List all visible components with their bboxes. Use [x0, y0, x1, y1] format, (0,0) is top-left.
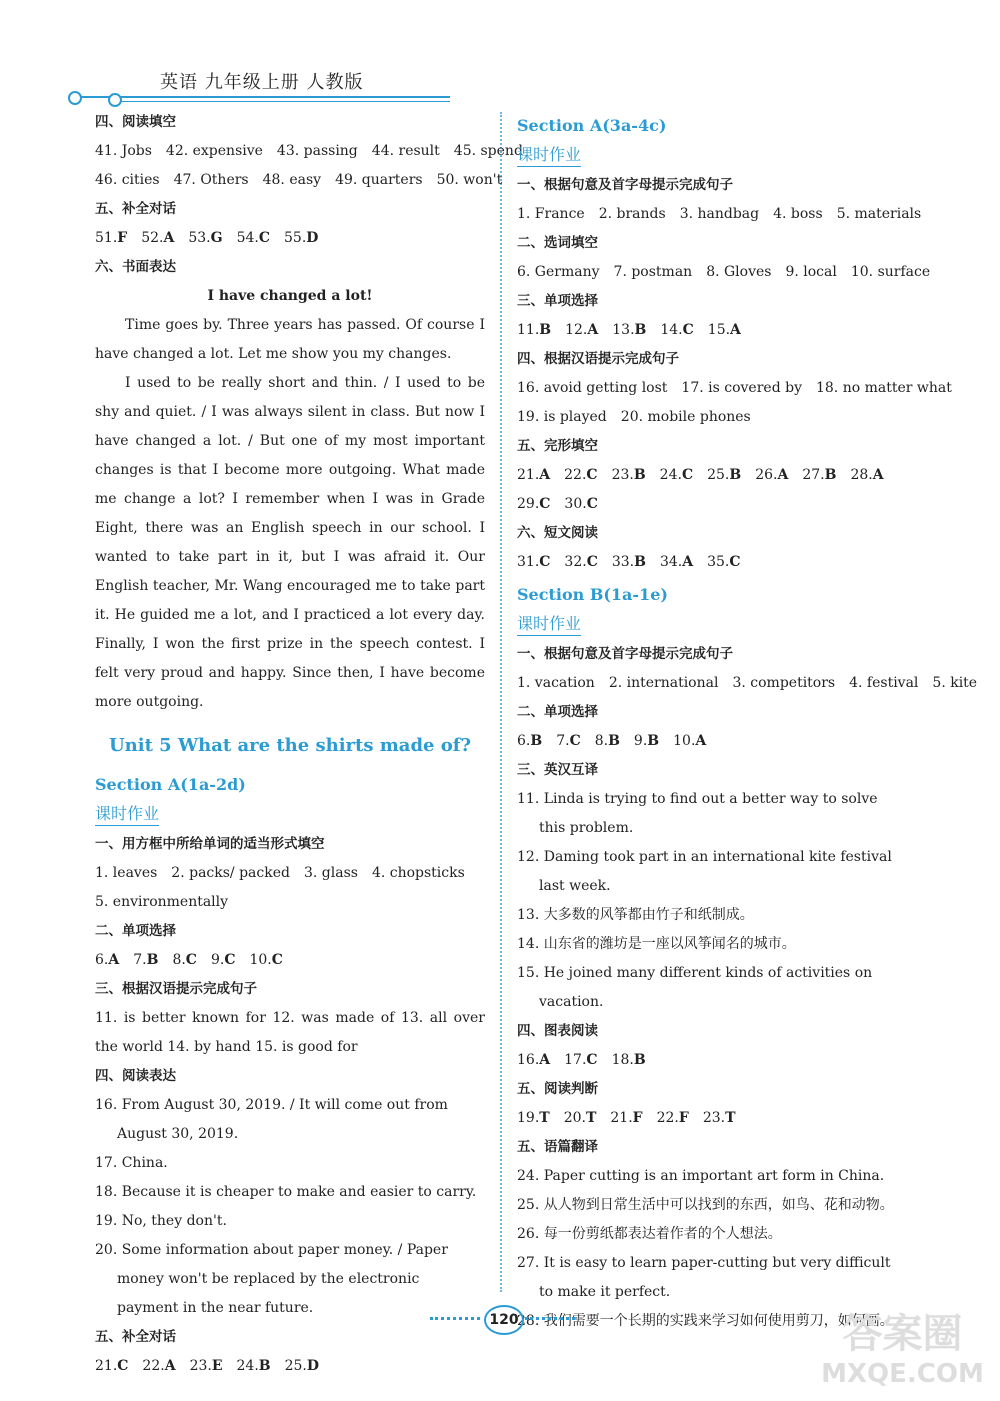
section-heading: 一、根据句意及首字母提示完成句子	[517, 646, 733, 662]
answer: 42. expensive	[165, 143, 263, 159]
page-number: 120	[484, 1305, 524, 1335]
answer-number: 55.	[284, 230, 307, 246]
answer-item: 15. He joined many different kinds of activities on vacation.	[517, 965, 873, 1010]
answer-choice: D	[306, 230, 319, 246]
answer-row	[517, 548, 907, 577]
answer	[612, 316, 646, 345]
answer-number: 22.	[656, 1110, 679, 1126]
answer-choice: B	[258, 1358, 271, 1374]
answer-number: 8.	[594, 733, 609, 749]
answer	[188, 224, 222, 253]
answer-item: 19. No, they don't.	[95, 1213, 227, 1229]
answer: 20. mobile phones	[620, 409, 751, 425]
section-heading: 四、根据汉语提示完成句子	[517, 351, 679, 367]
answer-number: 6.	[95, 952, 109, 968]
answer-choice: C	[569, 733, 581, 749]
answer	[707, 548, 740, 577]
answer-choice: B	[608, 733, 620, 749]
answer: 3. glass	[303, 865, 358, 881]
watermark	[815, 1302, 990, 1387]
answer-choice: A	[539, 467, 551, 483]
homework-label: 课时作业	[517, 144, 581, 167]
answer-number: 27.	[802, 467, 825, 483]
answer	[657, 1104, 689, 1133]
answer-number: 31.	[517, 554, 540, 570]
answer	[610, 1104, 642, 1133]
section-heading: 六、书面表达	[95, 259, 176, 275]
answer-number: 11.	[517, 322, 540, 338]
answer-choice: C	[729, 554, 741, 570]
answer-choice: B	[729, 467, 742, 483]
section-heading: 四、图表阅读	[517, 1023, 598, 1039]
answer: 18. no matter what	[815, 380, 952, 396]
answer-number: 15.	[707, 322, 731, 338]
answer	[211, 946, 236, 975]
answer-number: 51.	[95, 230, 118, 246]
section-heading: 二、单项选择	[95, 923, 176, 939]
answer-choice: C	[586, 467, 598, 483]
answer: 3. competitors	[732, 675, 836, 691]
answer	[564, 461, 597, 490]
answer: 46. cities	[95, 172, 160, 188]
answer	[755, 461, 788, 490]
answer-choice: C	[586, 496, 598, 512]
answer-choice: A	[682, 554, 694, 570]
answer-choice: C	[271, 952, 283, 968]
answer-row	[517, 403, 907, 432]
answer	[708, 316, 741, 345]
answer: 5. kite	[932, 675, 978, 691]
page-footer	[430, 1305, 575, 1333]
answer: 7. postman	[613, 264, 693, 280]
answer-number: 17.	[564, 1052, 587, 1068]
answer: 1. vacation	[517, 675, 595, 691]
answer-item: 11. Linda is trying to find out a better way to solve this problem.	[517, 791, 878, 836]
answer-number: 12.	[565, 322, 588, 338]
section-heading: 三、单项选择	[517, 293, 598, 309]
answer: 2. international	[608, 675, 719, 691]
answer	[517, 316, 551, 345]
answer	[612, 1046, 646, 1075]
answer-number: 10.	[673, 733, 696, 749]
header-rule	[70, 96, 450, 98]
watermark-url: MXQE.COM	[821, 1359, 984, 1389]
answer-number: 24.	[236, 1358, 259, 1374]
answer-choice: C	[586, 554, 598, 570]
answer-choice: E	[211, 1358, 223, 1374]
answer-choice: C	[258, 230, 271, 246]
answer: 47. Others	[173, 172, 249, 188]
answer-choice: A	[539, 1052, 551, 1068]
answer-choice: B	[634, 322, 647, 338]
answer-number: 33.	[611, 554, 635, 570]
answer-choice: C	[117, 1358, 129, 1374]
answer	[142, 1352, 175, 1381]
answer-number: 18.	[611, 1052, 634, 1068]
answer	[517, 1104, 550, 1133]
answer-row	[517, 727, 907, 756]
answer-choice: T	[585, 1110, 597, 1126]
answer: 5. materials	[836, 206, 922, 222]
answer-number: 26.	[755, 467, 778, 483]
answer-choice: A	[164, 1358, 176, 1374]
section-heading: 五、完形填空	[517, 438, 598, 454]
answer	[517, 727, 542, 756]
answer	[707, 461, 741, 490]
answer: 4. festival	[849, 675, 919, 691]
answer	[517, 1046, 550, 1075]
answer-number: 22.	[142, 1358, 165, 1374]
answer	[660, 548, 693, 577]
answer	[133, 946, 158, 975]
section-heading: 五、补全对话	[95, 1329, 176, 1345]
answer	[634, 727, 659, 756]
section-heading: 六、短文阅读	[517, 525, 598, 541]
answer-choice: B	[633, 1052, 646, 1068]
answer-choice: D	[306, 1358, 320, 1374]
answer-row	[517, 461, 907, 490]
answer-number: 23.	[189, 1358, 212, 1374]
answer-number: 6.	[517, 733, 531, 749]
answer: 2. brands	[598, 206, 666, 222]
answer-number: 16.	[517, 1052, 540, 1068]
answer-row	[95, 1352, 485, 1381]
answer	[284, 224, 318, 253]
answer	[564, 490, 597, 519]
answer-choice: B	[824, 467, 837, 483]
answer: 10. surface	[850, 264, 931, 280]
essay-paragraph: I used to be really short and thin. / I used to be shy and quiet. / I was always silent in class. But now I have changed a lot. / But one of my most important changes is that I become more outgoing. What made me change a lot? I remember when I was in Grade Eight, there was an English speech in our school. I wanted to take part in it, but I was afraid it. Our English teacher, Mr. Wang encouraged me to take part it. He guided me a lot, and I practiced a lot every day. Finally, I won the first prize in the speech contest. I felt very proud and happy. Since then, I have become more outgoing.	[95, 375, 485, 710]
answer-row	[517, 1104, 907, 1133]
section-heading: 三、英汉互译	[517, 762, 598, 778]
answer-item: 13. 大多数的风筝都由竹子和纸制成。	[517, 907, 754, 923]
homework-label: 课时作业	[95, 803, 159, 826]
answer-choice: B	[647, 733, 660, 749]
answer-number: 14.	[660, 322, 683, 338]
answer-choice: T	[539, 1110, 550, 1126]
answer	[172, 946, 197, 975]
answer-number: 25.	[284, 1358, 307, 1374]
answer-item: 27. It is easy to learn paper-cutting but very difficult to make it perfect.	[517, 1255, 891, 1300]
answer	[95, 224, 127, 253]
answer-item: 25. 从人物到日常生活中可以找到的东西，如鸟、花和动物。	[517, 1197, 894, 1213]
answer	[249, 946, 282, 975]
answer: 49. quarters	[335, 172, 423, 188]
section-title: Section B(1a-1e)	[517, 585, 668, 604]
answer-choice: A	[108, 952, 120, 968]
answer-item: 18. Because it is cheaper to make and easier to carry.	[95, 1184, 477, 1200]
answer	[517, 548, 550, 577]
section-heading: 二、选词填空	[517, 235, 598, 251]
answer: 4. boss	[773, 206, 823, 222]
answer: 44. result	[371, 143, 440, 159]
answer-number: 7.	[133, 952, 147, 968]
answer	[190, 1352, 223, 1381]
answer	[612, 548, 646, 577]
answer-row	[517, 258, 931, 287]
answer	[595, 727, 620, 756]
answer-number: 9.	[210, 952, 225, 968]
answer-number: 52.	[141, 230, 164, 246]
answer-row	[517, 200, 922, 229]
section-title: Section A(3a-4c)	[517, 116, 667, 135]
answer	[703, 1104, 736, 1133]
section-heading: 二、单项选择	[517, 704, 598, 720]
answer	[660, 316, 693, 345]
answer-choice: B	[539, 322, 552, 338]
answer-choice: A	[730, 322, 741, 338]
answer-number: 10.	[249, 952, 272, 968]
answer-choice: F	[678, 1110, 689, 1126]
watermark-logo-text: 答案圈	[842, 1311, 963, 1357]
answer-item: 28. 我们需要一个长期的实践来学习如何使用剪刀，如何画。	[517, 1313, 894, 1329]
answer	[564, 1104, 597, 1133]
answer	[660, 461, 693, 490]
section-heading: 一、用方框中所给单词的适当形式填空	[95, 836, 325, 852]
answer: 8. Gloves	[706, 264, 772, 280]
answer-item: 14. 山东省的潍坊是一座以风筝闻名的城市。	[517, 936, 796, 952]
answer-choice: C	[224, 952, 236, 968]
answer-choice: A	[695, 733, 707, 749]
answer	[564, 548, 597, 577]
answer: 4. chopsticks	[371, 865, 465, 881]
answer-row	[95, 859, 485, 888]
answer	[237, 1352, 271, 1381]
answer-choice: C	[586, 1052, 598, 1068]
answer-row	[95, 137, 523, 166]
answer-number: 35.	[707, 554, 730, 570]
answer-row	[517, 669, 978, 698]
answer-number: 9.	[633, 733, 648, 749]
answer-item: 17. China.	[95, 1155, 168, 1171]
answer	[237, 224, 270, 253]
answer	[95, 946, 119, 975]
header-rule-dot	[68, 91, 82, 105]
answer-row	[517, 374, 952, 403]
answer-row	[95, 166, 503, 195]
answer-number: 25.	[707, 467, 730, 483]
answer: 43. passing	[276, 143, 358, 159]
answer-row	[517, 1046, 907, 1075]
answer: 6. Germany	[517, 264, 600, 280]
section-heading: 四、阅读表达	[95, 1068, 176, 1084]
answer-number: 30.	[564, 496, 587, 512]
answer-item: 12. Daming took part in an international kite festival last week.	[517, 849, 892, 894]
homework-label: 课时作业	[517, 613, 581, 636]
answer: 19. is played	[517, 409, 607, 425]
answer	[564, 1046, 597, 1075]
answer-row	[517, 316, 907, 345]
answer-number: 20.	[563, 1110, 586, 1126]
answer-choice: C	[185, 952, 197, 968]
section-heading: 五、阅读判断	[517, 1081, 598, 1097]
answer	[850, 461, 883, 490]
answer: 48. easy	[262, 172, 322, 188]
header-rule-secondary	[120, 101, 450, 102]
answer: 9. local	[785, 264, 837, 280]
answer-number: 23.	[611, 467, 634, 483]
answer: 45. spend	[453, 143, 523, 159]
answer-number: 24.	[659, 467, 682, 483]
section-heading: 五、补全对话	[95, 201, 176, 217]
answer-number: 32.	[564, 554, 587, 570]
answer-choice: A	[872, 467, 884, 483]
answer-number: 23.	[702, 1110, 726, 1126]
answer-item: 20. Some information about paper money. / Paper money won't be replaced by the electronic payment in the near future.	[95, 1242, 448, 1316]
header-rule-dot	[108, 93, 122, 107]
answer: 16. avoid getting lost	[517, 380, 668, 396]
column-divider	[500, 112, 502, 1292]
section-heading: 五、语篇翻译	[517, 1139, 598, 1155]
answer-number: 7.	[556, 733, 570, 749]
answer	[612, 461, 646, 490]
answer-number: 21.	[517, 467, 540, 483]
answer-item: 16. From August 30, 2019. / It will come out from August 30, 2019.	[95, 1097, 448, 1142]
answer	[517, 461, 550, 490]
answer-choice: C	[681, 467, 694, 483]
answer-choice: B	[634, 554, 646, 570]
section-title: Section A(1a-2d)	[95, 775, 246, 794]
answer	[556, 727, 581, 756]
answer-choice: C	[682, 322, 694, 338]
answer-row	[95, 224, 485, 253]
essay-paragraph: Time goes by. Three years has passed. Of course I have changed a lot. Let me show you my changes.	[95, 317, 485, 362]
answer	[517, 490, 550, 519]
answer: 50. won't	[436, 172, 503, 188]
answer: 17. is covered by	[681, 380, 802, 396]
answer-number: 21.	[95, 1358, 118, 1374]
answer-choice: C	[539, 496, 551, 512]
answer	[141, 224, 174, 253]
answer: 1. leaves	[95, 865, 158, 881]
answer-number: 19.	[517, 1110, 540, 1126]
answer-row	[517, 490, 907, 519]
section-heading: 三、根据汉语提示完成句子	[95, 981, 257, 997]
answer-number: 53.	[188, 230, 211, 246]
answer-paragraph: 11. is better known for 12. was made of 13. all over the world 14. by hand 15. is good for	[95, 1010, 485, 1055]
answer-number: 21.	[610, 1110, 633, 1126]
section-heading: 一、根据句意及首字母提示完成句子	[517, 177, 733, 193]
answer-choice: F	[117, 230, 128, 246]
answer-number: 29.	[517, 496, 540, 512]
answer	[285, 1352, 319, 1381]
answer-choice: F	[632, 1110, 643, 1126]
answer-choice: B	[530, 733, 543, 749]
page-header-title: 英语 九年级上册 人教版	[160, 72, 364, 93]
answer-choice: A	[163, 230, 175, 246]
footer-dots-left	[430, 1317, 480, 1320]
answer-number: 34.	[659, 554, 683, 570]
answer-choice: C	[539, 554, 551, 570]
answer	[802, 461, 836, 490]
answer-choice: T	[725, 1110, 736, 1126]
answer-number: 28.	[850, 467, 873, 483]
answer-number: 22.	[564, 467, 587, 483]
footer-dots-right	[525, 1317, 575, 1320]
answer	[565, 316, 598, 345]
answer-choice: B	[633, 467, 646, 483]
answer: 1. France	[517, 206, 585, 222]
unit-title: Unit 5 What are the shirts made of?	[108, 735, 472, 756]
answer-number: 8.	[172, 952, 186, 968]
answer-choice: B	[146, 952, 159, 968]
answer	[673, 727, 706, 756]
answer-number: 54.	[236, 230, 259, 246]
answer: 2. packs/ packed	[171, 865, 290, 881]
answer-row: 5. environmentally	[95, 894, 229, 910]
answer-choice: G	[210, 230, 223, 246]
answer: 3. handbag	[679, 206, 760, 222]
answer-row	[95, 946, 485, 975]
answer-choice: A	[777, 467, 789, 483]
answer: 41. Jobs	[95, 143, 152, 159]
answer	[95, 1352, 128, 1381]
essay-title: I have changed a lot!	[207, 288, 373, 304]
section-heading: 四、阅读填空	[95, 114, 176, 130]
answer-item: 24. Paper cutting is an important art form in China.	[517, 1168, 885, 1184]
answer-number: 13.	[612, 322, 635, 338]
answer-choice: A	[587, 322, 599, 338]
answer-item: 26. 每一份剪纸都表达着作者的个人想法。	[517, 1226, 782, 1242]
